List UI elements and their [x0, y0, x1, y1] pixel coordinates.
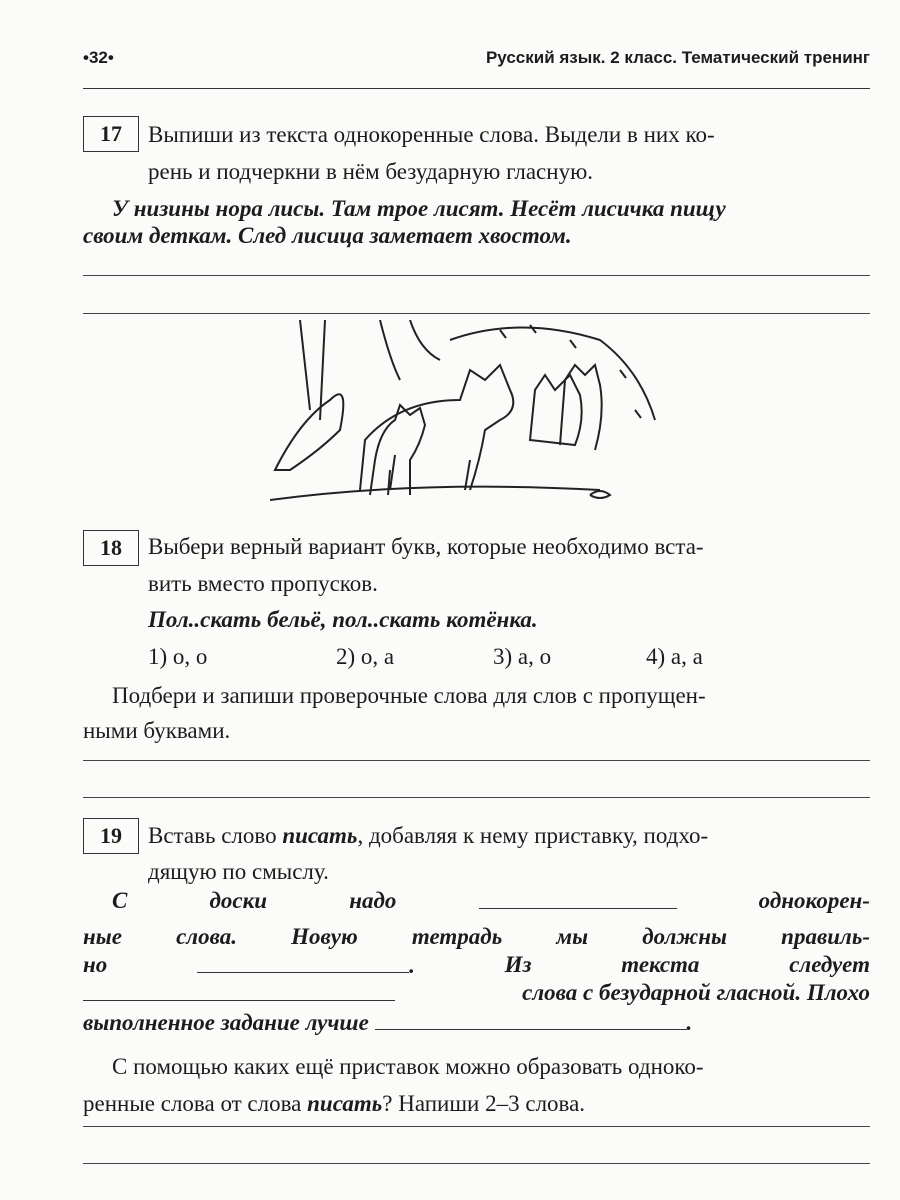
option-2[interactable]: 2) о, а [336, 644, 395, 669]
period: . [686, 1010, 693, 1035]
task-18-instruction-1: Выбери верный вариант букв, которые необходимо вста- [148, 534, 704, 559]
word: но [83, 952, 108, 977]
task-17-text-2: своим деткам. След лисица заметает хвостом. [83, 223, 572, 248]
task-18-example: Пол..скать бельё, пол..скать котёнка. [148, 607, 538, 632]
word: мы [556, 924, 589, 949]
question-text: ренные слова от слова [83, 1091, 308, 1116]
word: однокорен- [758, 888, 870, 913]
answer-line[interactable] [83, 760, 870, 761]
instruction-text: Вставь слово [148, 823, 283, 848]
blank-field[interactable] [479, 888, 677, 909]
task-18-followup-1: Подбери и запиши проверочные слова для слов с пропущен- [112, 683, 706, 708]
task-19-question-2 [83, 1085, 585, 1122]
word: Из [504, 952, 532, 977]
task-18-followup-2: ными буквами. [83, 718, 231, 743]
word: правиль- [781, 924, 870, 949]
sentence-text: выполненное задание лучше [83, 1010, 369, 1035]
task-17-instruction-1: Выпиши из текста однокоренные слова. Выдели в них ко- [148, 122, 715, 147]
page-number-value: 32 [88, 48, 108, 67]
word: должны [642, 924, 728, 949]
word: следует [789, 952, 870, 977]
word: текста [621, 952, 700, 977]
answer-line[interactable] [83, 313, 870, 314]
blank-field[interactable] [83, 980, 395, 1001]
page-number: •32• [83, 48, 114, 67]
fill-line-3 [83, 952, 870, 979]
option-1[interactable]: 1) о, о [148, 644, 208, 669]
running-title: Русский язык. 2 класс. Тематический тренинг [485, 48, 870, 67]
answer-line[interactable] [83, 1126, 870, 1127]
header-rule [83, 88, 870, 89]
word: С [112, 888, 128, 913]
blank-field[interactable] [197, 952, 409, 973]
answer-line[interactable] [83, 1163, 870, 1164]
word: Новую [291, 924, 358, 949]
task-19-question-1: С помощью каких ещё приставок можно образовать однoко- [112, 1054, 704, 1079]
fill-line-1 [112, 888, 870, 914]
period: . [409, 953, 415, 978]
fox-illustration [270, 320, 660, 505]
task-18-instruction-2: вить вместо пропусков. [148, 571, 378, 596]
fill-line-5 [83, 1004, 692, 1041]
keyword: писать [282, 823, 358, 848]
task-19-instruction-2: дящую по смыслу. [148, 859, 329, 884]
option-3[interactable]: 3) а, о [493, 644, 552, 669]
word: доски [209, 888, 268, 913]
answer-line[interactable] [83, 797, 870, 798]
option-4[interactable]: 4) а, а [646, 644, 703, 669]
task-18-number: 18 [83, 530, 139, 566]
task-19-instruction-1 [148, 817, 708, 854]
task-17-number: 17 [83, 116, 139, 152]
task-17-instruction-2: рень и подчеркни в нём безударную гласную. [148, 159, 594, 184]
blank-field[interactable] [375, 1009, 687, 1030]
task-17-text-1: У низины нора лисы. Там трое лисят. Несёт лисичка пищу [112, 196, 726, 221]
fill-line-2 [83, 924, 870, 950]
word: слова. [176, 924, 237, 949]
keyword: писать [307, 1091, 383, 1116]
question-text: ? Напиши 2–3 слова. [382, 1091, 586, 1116]
answer-line[interactable] [83, 275, 870, 276]
instruction-text: , добавляя к нему приставку, подхо- [357, 823, 709, 848]
task-19-number: 19 [83, 818, 139, 854]
fill-line-4 [83, 980, 870, 1006]
word: ные [83, 924, 122, 949]
word: надо [349, 888, 397, 913]
sentence-text: слова с безударной гласной. Плохо [522, 980, 870, 1005]
word: тетрадь [411, 924, 503, 949]
